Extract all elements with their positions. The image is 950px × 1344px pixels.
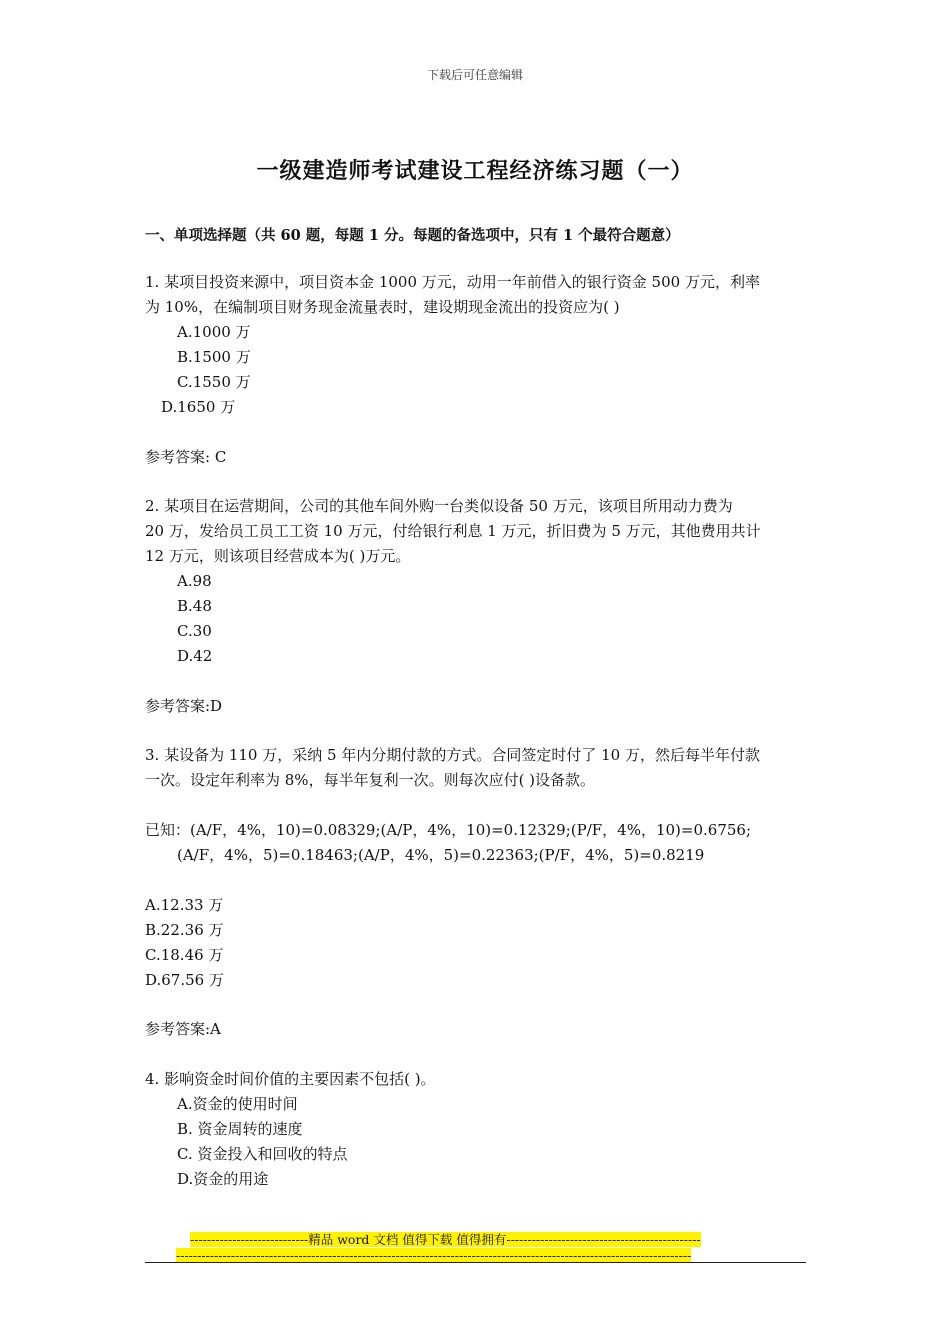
q1-option-c: C.1550 万 — [177, 373, 251, 391]
page-header: 下载后可任意编辑 — [426, 68, 523, 82]
q1-stem-line2: 为 10%，在编制项目财务现金流量表时，建设期现金流出的投资应为( ) — [145, 298, 620, 316]
q3-known-line2: (A/F，4%，5)=0.18463;(A/P，4%，5)=0.22363;(P/F，4%，5)=0.8219 — [177, 846, 705, 864]
q3-option-b: B.22.36 万 — [145, 921, 224, 939]
q3-option-a: A.12.33 万 — [145, 896, 224, 914]
q2-answer: 参考答案:D — [145, 697, 223, 715]
q3-stem-line1: 3. 某设备为 110 万，采纳 5 年内分期付款的方式。合同签定时付了 10 万，然后每半年付款 — [145, 746, 760, 764]
q1-answer: 参考答案: C — [145, 448, 227, 466]
q3-option-d: D.67.56 万 — [145, 971, 224, 989]
q1-stem-line1: 1. 某项目投资来源中，项目资本金 1000 万元，动用一年前借入的银行资金 500 万元，利率 — [145, 273, 760, 291]
q1-option-a: A.1000 万 — [177, 323, 251, 341]
q4-option-c: C. 资金投入和回收的特点 — [177, 1145, 348, 1163]
footer-banner-text2: -------------------------------------------------------------------------------------------------------------------------- — [176, 1248, 692, 1263]
q2-option-c: C.30 — [177, 622, 212, 640]
q2-option-d: D.42 — [177, 647, 213, 665]
q4-stem-line1: 4. 影响资金时间价值的主要因素不包括( )。 — [145, 1070, 436, 1088]
q4-option-d: D.资金的用途 — [177, 1170, 269, 1188]
q3-option-c: C.18.46 万 — [145, 946, 224, 964]
q1-option-d: D.1650 万 — [161, 398, 236, 416]
q3-stem-line2: 一次。设定年利率为 8%，每半年复利一次。则每次应付( )设备款。 — [145, 771, 596, 789]
q2-option-b: B.48 — [177, 597, 212, 615]
q3-known-line1: 已知：(A/F，4%，10)=0.08329;(A/P，4%，10)=0.12329;(P/F，4%，10)=0.6756; — [145, 821, 751, 839]
q3-answer: 参考答案:A — [145, 1020, 221, 1038]
q2-stem-line3: 12 万元，则该项目经营成本为( )万元。 — [145, 547, 411, 565]
q1-option-b: B.1500 万 — [177, 348, 251, 366]
footer-banner-text1: ----------------------------精品 word 文档 值得下载 值得拥有---------------------------------------------- — [190, 1232, 701, 1247]
q4-option-a: A.资金的使用时间 — [177, 1095, 298, 1113]
footer-rule — [145, 1262, 806, 1263]
q2-stem-line2: 20 万，发给员工员工工资 10 万元，付给银行利息 1 万元，折旧费为 5 万元，其他费用共计 — [145, 522, 761, 540]
q2-stem-line1: 2. 某项目在运营期间，公司的其他车间外购一台类似设备 50 万元，该项目所用动力费为 — [145, 497, 733, 515]
document-title: 一级建造师考试建设工程经济练习题（一） — [256, 158, 694, 184]
section-heading: 一、单项选择题（共 60 题，每题 1 分。每题的备选项中，只有 1 个最符合题意） — [145, 227, 680, 244]
q4-option-b: B. 资金周转的速度 — [177, 1120, 303, 1138]
q2-option-a: A.98 — [177, 572, 212, 590]
